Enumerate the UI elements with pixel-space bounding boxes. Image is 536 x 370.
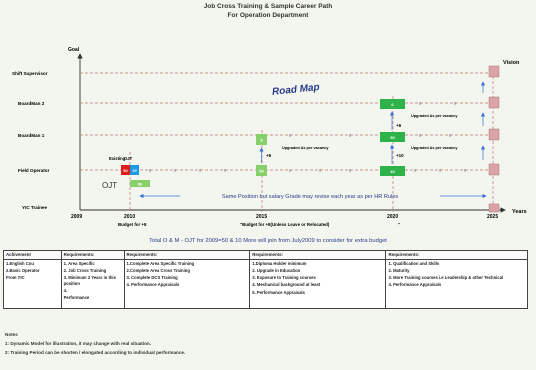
fo-2015-value: 50 — [259, 168, 264, 174]
total-line: Total O & M - OJT for 2009=50 & 10 More will join from July2009 to consider for extra budget — [149, 238, 387, 244]
goal-label: Goal — [68, 47, 80, 53]
year-2009: 2009 — [71, 214, 83, 220]
list-item: Performance — [63, 295, 90, 301]
level-shift-supervisor: Shift Supervisor — [12, 71, 48, 76]
list-item: 5. Performance Appraisals — [252, 289, 305, 295]
same-position-text: Same Position but salary Grade may revise each year as per HR Rules — [221, 194, 399, 200]
list-item: 3. Minimum 2 Years in this position — [63, 275, 116, 286]
list-item: From YIC — [6, 275, 25, 281]
list-item: 1. Qualification and Skills — [388, 260, 440, 266]
diagram-subtitle: For Operation Department — [227, 12, 309, 19]
upgraded-2015: Upgraded As per vacancy — [282, 146, 329, 150]
list-item: 4. Performance Appraisals — [388, 282, 442, 288]
bm2-2020-value: 6 — [391, 102, 394, 107]
diagram-title: Job Cross Training & Sample Career Path — [203, 3, 333, 10]
list-item: 3. Exposure to Training courses — [252, 275, 316, 281]
level-boardman-2: BoardMan 2 — [18, 101, 45, 106]
budget-star: " — [398, 222, 401, 227]
bm1-2015-value: 8 — [260, 137, 263, 143]
level-yic-trainee: YIC Trainee — [22, 205, 48, 210]
col-req-2 — [124, 259, 250, 308]
upgraded-2020-bm1: Upgraded As per vacancy — [411, 146, 458, 150]
requirements-table — [3, 250, 528, 309]
list-item: 1.Diploma Holder minimum — [252, 260, 307, 266]
plus10-2020: +10 — [396, 153, 404, 158]
col-req-3 — [250, 259, 386, 308]
ojt-value: 10 — [132, 168, 137, 173]
header-req-1: Requirements: — [61, 251, 124, 260]
notes-section — [5, 332, 185, 359]
existing-value: 50 — [123, 168, 128, 173]
bm1-2020-value: 50 — [390, 135, 395, 140]
ojt-big-label: OJT — [102, 181, 118, 190]
list-item: 2. Maturity — [388, 268, 410, 274]
fo-2020-value: 40 — [390, 169, 395, 174]
list-item: 4. Mechanical background at least — [252, 282, 321, 288]
year-2025: 2025 — [487, 214, 499, 220]
note-item: 2: Training Period can be shorten / elongated according to individual performance. — [5, 350, 186, 355]
level-boardman-1: BoardMan 1 — [18, 133, 45, 138]
col-req-4 — [386, 259, 528, 308]
ojt-small-label: OJT — [124, 156, 133, 161]
list-item: 2.Complete Area Cross Training — [126, 268, 190, 274]
level-field-operator: Field Operator — [18, 168, 50, 173]
years-label: Years — [512, 209, 527, 215]
notes-heading: Notes — [5, 332, 18, 337]
existing-label: Existing — [109, 156, 126, 161]
list-item: 2. Upgrade in Education — [252, 268, 301, 274]
bottom-fade — [0, 360, 536, 370]
list-item: 2. Job Cross Training — [63, 268, 107, 274]
list-item: 4. Performance Appraisals — [126, 282, 180, 288]
list-item: 3. Complete DCS Training — [126, 275, 178, 281]
list-item: 1.Complete Area Specific Training — [126, 260, 195, 266]
col-achievement — [4, 259, 62, 308]
budget-2010: Budget for +8 — [118, 222, 147, 227]
requirements-header-row — [4, 251, 528, 260]
year-2020: 2020 — [387, 214, 399, 220]
header-req-4: Requirements: — [386, 251, 528, 260]
list-item: 2.Basic Operator — [6, 268, 40, 274]
note-item: 1: Dynamic Model for illustration, it may change with real situation. — [5, 341, 152, 346]
plus6-2015: +6 — [266, 153, 272, 158]
col-req-1 — [61, 259, 124, 308]
header-achievement: Achivement — [4, 251, 62, 260]
plus6-2020: +6 — [396, 123, 402, 128]
vision-boxes — [489, 66, 499, 212]
requirements-row — [4, 259, 528, 308]
year-2010: 2010 — [124, 214, 136, 220]
list-item: 3. More Training courses i.e Leadership & other Technical — [388, 275, 504, 281]
vision-label: Vision — [503, 60, 520, 66]
road-map-heading: Road Map — [271, 81, 321, 98]
header-req-2: Requirements: — [124, 251, 250, 260]
list-item: 1.English Cou — [6, 260, 34, 266]
budget-2015: "Budget for +8(Unless Leave or Relocated) — [240, 222, 330, 227]
level-ticks — [150, 102, 465, 172]
list-item: 1. Area Specific — [63, 260, 95, 266]
list-item: 4. — [63, 288, 68, 294]
year-2015: 2015 — [256, 214, 268, 220]
ojt-green-value: 56 — [137, 181, 143, 187]
upgraded-2020-bm2: Upgraded As per vacancy — [411, 114, 458, 118]
header-req-3: Requirements: — [250, 251, 386, 260]
